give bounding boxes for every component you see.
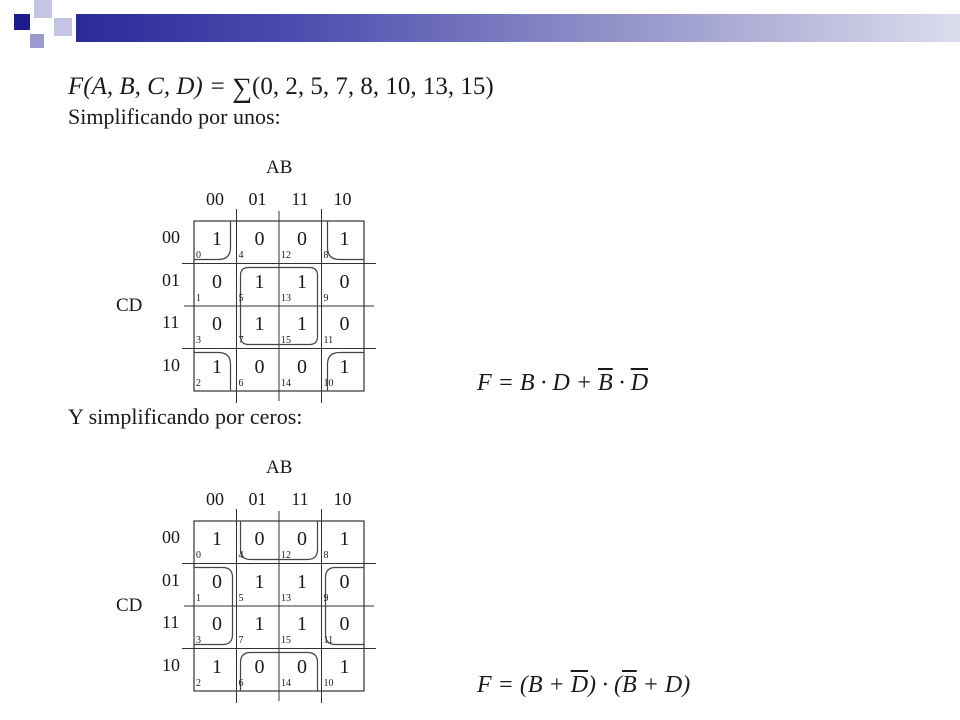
cell-value: 1 <box>339 528 350 550</box>
function-terms: (0, 2, 5, 7, 8, 10, 13, 15) <box>252 73 494 100</box>
row-header: 11 <box>162 612 180 632</box>
cell-index: 12 <box>281 550 291 561</box>
cd-label: CD <box>116 595 143 616</box>
row-header: 10 <box>162 654 180 675</box>
result-ones-bbar: $\overline{B}$ <box>598 370 613 396</box>
section-zeros-title: Y simplificando por ceros: <box>68 404 303 429</box>
cell-index: 3 <box>196 635 201 646</box>
cell-index: 0 <box>196 550 201 561</box>
cell-value: 0 <box>339 313 350 335</box>
col-header: 11 <box>291 189 309 209</box>
result-ones-prefix: F = B · D + <box>477 370 599 396</box>
cell-value: 0 <box>297 355 307 378</box>
cell-value: 1 <box>254 270 265 293</box>
section-ones-title: Simplificando por unos: <box>68 104 281 129</box>
cell-value: 1 <box>212 228 222 250</box>
cell-index: 7 <box>238 635 244 646</box>
function-lhs: F(A, B, C, D) = <box>68 73 233 100</box>
col-header: 01 <box>248 189 267 209</box>
row-header: 00 <box>162 527 180 547</box>
cell-index: 4 <box>238 250 244 261</box>
cell-index: 1 <box>196 592 201 604</box>
sigma-symbol: ∑ <box>232 73 253 104</box>
cell-value: 0 <box>297 655 307 678</box>
function-definition <box>68 70 494 102</box>
cell-value: 1 <box>297 570 307 593</box>
cell-index: 0 <box>196 250 201 261</box>
cell-index: 11 <box>323 335 334 346</box>
result-ones <box>477 370 648 397</box>
ab-label: AB <box>266 457 293 478</box>
result-zeros-part1: F = (B + <box>477 672 571 698</box>
cell-index: 14 <box>281 677 291 689</box>
col-header: 10 <box>333 489 352 509</box>
ab-label: AB <box>266 157 293 178</box>
cell-value: 1 <box>339 355 350 378</box>
slide-header <box>0 0 960 60</box>
header-square-dark <box>14 14 30 30</box>
cell-value: 1 <box>339 228 350 250</box>
cell-value: 1 <box>254 613 265 635</box>
cell-value: 0 <box>254 355 265 378</box>
cell-index: 7 <box>238 335 244 346</box>
cell-index: 8 <box>323 250 329 261</box>
col-header: 01 <box>248 489 267 509</box>
cell-value: 1 <box>297 613 307 635</box>
cell-index: 8 <box>323 550 329 561</box>
cell-value: 0 <box>254 228 265 250</box>
cell-value: 1 <box>254 313 265 335</box>
cell-value: 0 <box>212 270 222 293</box>
cell-index: 13 <box>281 592 291 604</box>
cell-value: 1 <box>297 313 307 335</box>
kmap-ones <box>110 155 430 405</box>
cell-value: 0 <box>339 570 350 593</box>
result-zeros-part2: ) · ( <box>588 672 623 698</box>
cell-value: 1 <box>212 528 222 550</box>
cell-value: 0 <box>254 528 265 550</box>
cell-index: 1 <box>196 292 201 304</box>
header-square-light <box>34 0 52 18</box>
cell-index: 15 <box>281 335 291 346</box>
cell-value: 0 <box>339 613 350 635</box>
col-header: 00 <box>206 489 224 509</box>
row-header: 11 <box>162 312 180 332</box>
cell-value: 0 <box>297 228 307 250</box>
cell-value: 1 <box>212 355 222 378</box>
cell-value: 0 <box>212 313 222 335</box>
row-header: 01 <box>162 269 180 290</box>
cell-index: 6 <box>238 377 244 389</box>
row-header: 01 <box>162 569 180 590</box>
col-header: 10 <box>333 189 352 209</box>
cell-index: 2 <box>196 677 201 689</box>
cell-index: 12 <box>281 250 291 261</box>
cell-value: 1 <box>254 570 265 593</box>
result-zeros-bbar: $\overline{B}$ <box>622 672 637 698</box>
cell-value: 0 <box>339 270 350 293</box>
kmap-zeros <box>110 455 430 705</box>
cell-index: 9 <box>323 292 329 304</box>
col-header: 11 <box>291 489 309 509</box>
cell-index: 13 <box>281 292 291 304</box>
cell-value: 0 <box>212 570 222 593</box>
cell-value: 0 <box>297 528 307 550</box>
cell-value: 0 <box>212 613 222 635</box>
cell-index: 10 <box>323 377 334 389</box>
cell-index: 5 <box>238 292 244 304</box>
cell-index: 3 <box>196 335 201 346</box>
cell-value: 1 <box>297 270 307 293</box>
cell-index: 9 <box>323 592 329 604</box>
cell-index: 14 <box>281 377 291 389</box>
cell-index: 6 <box>238 677 244 689</box>
row-header: 10 <box>162 354 180 375</box>
result-zeros-part3: + D) <box>636 672 691 698</box>
cell-index: 4 <box>238 550 244 561</box>
cell-value: 0 <box>254 655 265 678</box>
cell-index: 15 <box>281 635 291 646</box>
cell-value: 1 <box>212 655 222 678</box>
row-header: 00 <box>162 227 180 247</box>
result-zeros-dbar: $\overline{D}$ <box>570 672 589 698</box>
cell-index: 11 <box>323 635 334 646</box>
header-square-mid <box>30 34 44 48</box>
result-ones-dbar: $\overline{D}$ <box>630 370 649 396</box>
result-zeros <box>477 672 690 699</box>
result-ones-dot: · <box>612 370 631 396</box>
cell-value: 1 <box>339 655 350 678</box>
header-square-light-2 <box>54 18 72 36</box>
cell-index: 10 <box>323 677 334 689</box>
header-bar <box>76 14 960 42</box>
cell-index: 2 <box>196 377 201 389</box>
col-header: 00 <box>206 189 224 209</box>
cell-index: 5 <box>238 592 244 604</box>
cd-label: CD <box>116 295 143 316</box>
